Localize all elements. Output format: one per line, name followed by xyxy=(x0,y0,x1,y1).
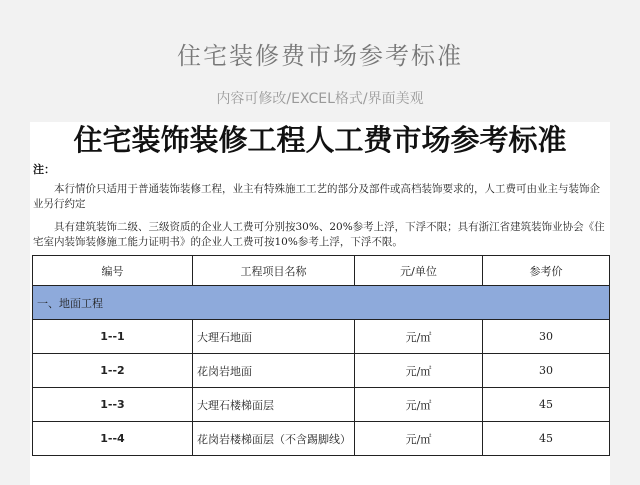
header-item-name: 工程项目名称 xyxy=(193,256,355,286)
cell-unit[interactable]: 元/㎡ xyxy=(355,388,483,422)
header-code: 编号 xyxy=(33,256,193,286)
table-row xyxy=(33,388,610,422)
section-label[interactable]: 一、地面工程 xyxy=(33,286,610,320)
note-label: 注： xyxy=(33,163,55,176)
cell-item-name[interactable]: 花岗岩地面 xyxy=(193,354,355,388)
document-title: 住宅装饰装修工程人工费市场参考标准 xyxy=(73,123,567,157)
table-row xyxy=(33,354,610,388)
cell-unit[interactable]: 元/㎡ xyxy=(355,422,483,456)
cell-unit[interactable]: 元/㎡ xyxy=(355,354,483,388)
cell-code[interactable]: 1--1 xyxy=(33,320,193,354)
cell-price[interactable]: 30 xyxy=(483,354,610,388)
table-header-row xyxy=(33,256,610,286)
header-unit: 元/单位 xyxy=(355,256,483,286)
note-paragraph-1: 本行情价只适用于普通装饰装修工程，业主有特殊施工工艺的部分及部件或高档装饰要求的，人工费可由业主与装饰企业另行约定 xyxy=(33,183,600,210)
cell-code[interactable]: 1--2 xyxy=(33,354,193,388)
cell-unit[interactable]: 元/㎡ xyxy=(355,320,483,354)
spreadsheet-sheet xyxy=(30,122,610,485)
table-row xyxy=(33,320,610,354)
hero-subtitle: 内容可修改/EXCEL格式/界面美观 xyxy=(216,91,424,107)
table-row xyxy=(33,422,610,456)
hero-title: 住宅装修费市场参考标准 xyxy=(177,42,463,70)
cell-price[interactable]: 45 xyxy=(483,388,610,422)
cell-item-name[interactable]: 花岗岩楼梯面层（不含踢脚线） xyxy=(193,422,355,456)
header-reference-price: 参考价 xyxy=(483,256,610,286)
section-row xyxy=(33,286,610,320)
cell-code[interactable]: 1--3 xyxy=(33,388,193,422)
cell-item-name[interactable]: 大理石地面 xyxy=(193,320,355,354)
cell-price[interactable]: 45 xyxy=(483,422,610,456)
cell-code[interactable]: 1--4 xyxy=(33,422,193,456)
note-paragraph-2: 具有建筑装饰二级、三级资质的企业人工费可分别按30%、20%参考上浮，下浮不限；具有浙江省建筑装饰业协会《住宅室内装饰装修施工能力证明书》的企业人工费可按10%参考上浮，下浮不限。 xyxy=(33,221,605,248)
cell-item-name[interactable]: 大理石楼梯面层 xyxy=(193,388,355,422)
price-table xyxy=(32,255,610,456)
cell-price[interactable]: 30 xyxy=(483,320,610,354)
